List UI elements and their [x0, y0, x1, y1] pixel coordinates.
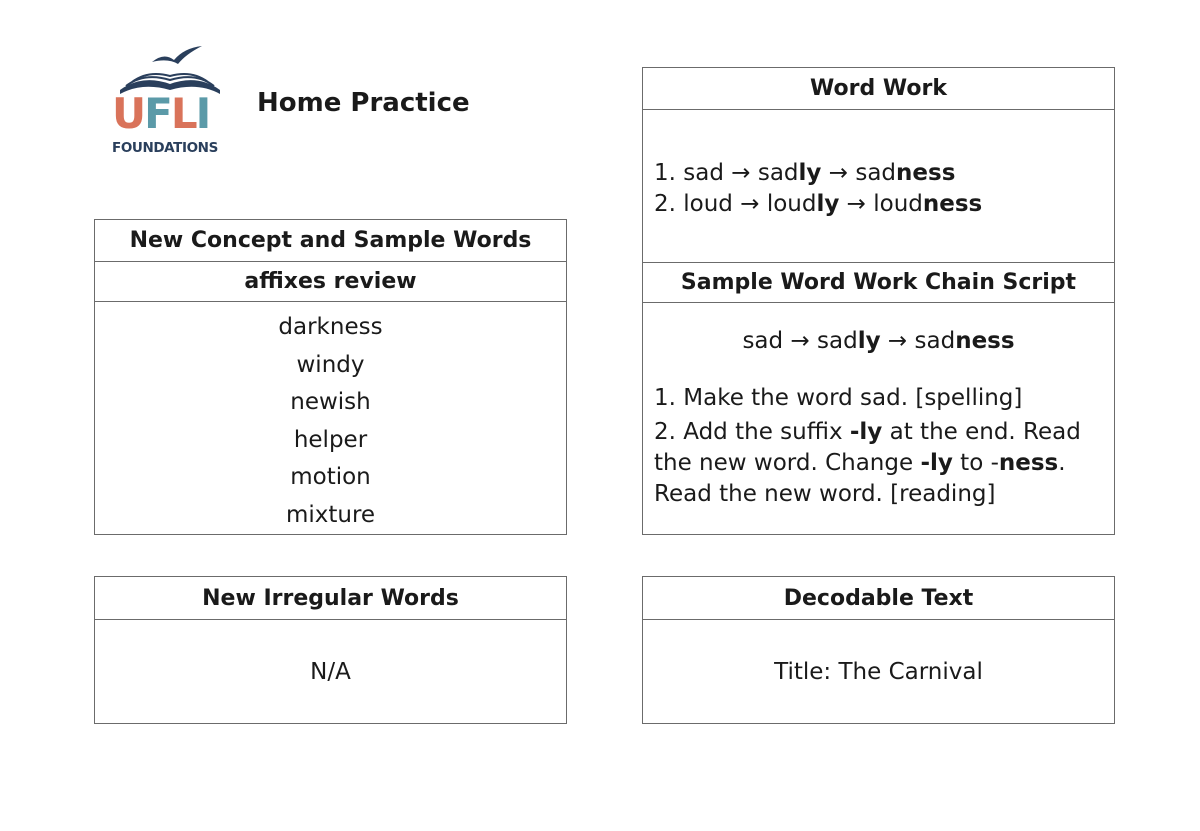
- arrow-icon: →: [740, 191, 760, 217]
- logo-letter-u: U: [112, 89, 145, 138]
- chain-example: sad → sadly → sadness: [742, 328, 1015, 354]
- list-item: newish: [290, 389, 371, 415]
- arrow-icon: →: [790, 328, 810, 354]
- derived-word: loudness: [873, 191, 983, 217]
- irregular-words-value: N/A: [310, 659, 351, 685]
- logo-subtitle: FOUNDATIONS: [112, 140, 218, 156]
- sample-word-list: [95, 302, 566, 537]
- chain-script-header: Sample Word Work Chain Script: [643, 262, 1114, 303]
- word-work-box: [642, 67, 1115, 535]
- ufli-foundations-logo: [112, 44, 228, 160]
- list-item: mixture: [285, 501, 376, 528]
- derived-word: sadness: [855, 160, 956, 186]
- logo-letters: [112, 89, 228, 138]
- concept-subheader: affixes review: [95, 262, 566, 302]
- decodable-text-box: [642, 576, 1115, 724]
- logo-letter-l: L: [170, 89, 196, 138]
- step-2: 2. Add the suffix -ly at the end. Read the new word. Change -ly to -ness. Read the new word. [reading]: [654, 419, 1081, 507]
- irregular-words-header: New Irregular Words: [95, 577, 566, 620]
- step-1: 1. Make the word sad. [spelling]: [654, 385, 1023, 411]
- list-item: helper: [293, 426, 368, 453]
- new-concept-header: New Concept and Sample Words: [95, 220, 566, 262]
- new-concept-box: [94, 219, 567, 535]
- line-number: 2.: [654, 191, 676, 217]
- arrow-icon: →: [846, 191, 866, 217]
- base-word: loud: [683, 191, 733, 217]
- word-work-header: Word Work: [643, 68, 1114, 110]
- decodable-text-header: Decodable Text: [643, 577, 1114, 620]
- base-word: sad: [683, 160, 724, 186]
- list-item: motion: [290, 464, 371, 490]
- logo-letter-i: I: [195, 89, 210, 138]
- arrow-icon: →: [887, 328, 908, 354]
- irregular-words-box: [94, 576, 567, 724]
- derived-word: loudly: [766, 191, 840, 217]
- page-title: Home Practice: [257, 88, 470, 118]
- chain-steps: [643, 363, 1114, 510]
- logo-letter-f: F: [144, 89, 171, 138]
- list-item: darkness: [278, 314, 383, 340]
- list-item: windy: [296, 351, 365, 378]
- arrow-icon: →: [731, 160, 751, 186]
- decodable-text-title: Title: The Carnival: [774, 659, 983, 685]
- word-work-lines: [643, 110, 1114, 262]
- line-number: 1.: [654, 160, 676, 186]
- word-work-line-1: [654, 158, 1114, 189]
- arrow-icon: →: [828, 160, 849, 186]
- word-work-line-2: [654, 189, 1114, 220]
- derived-word: sadly: [757, 160, 822, 186]
